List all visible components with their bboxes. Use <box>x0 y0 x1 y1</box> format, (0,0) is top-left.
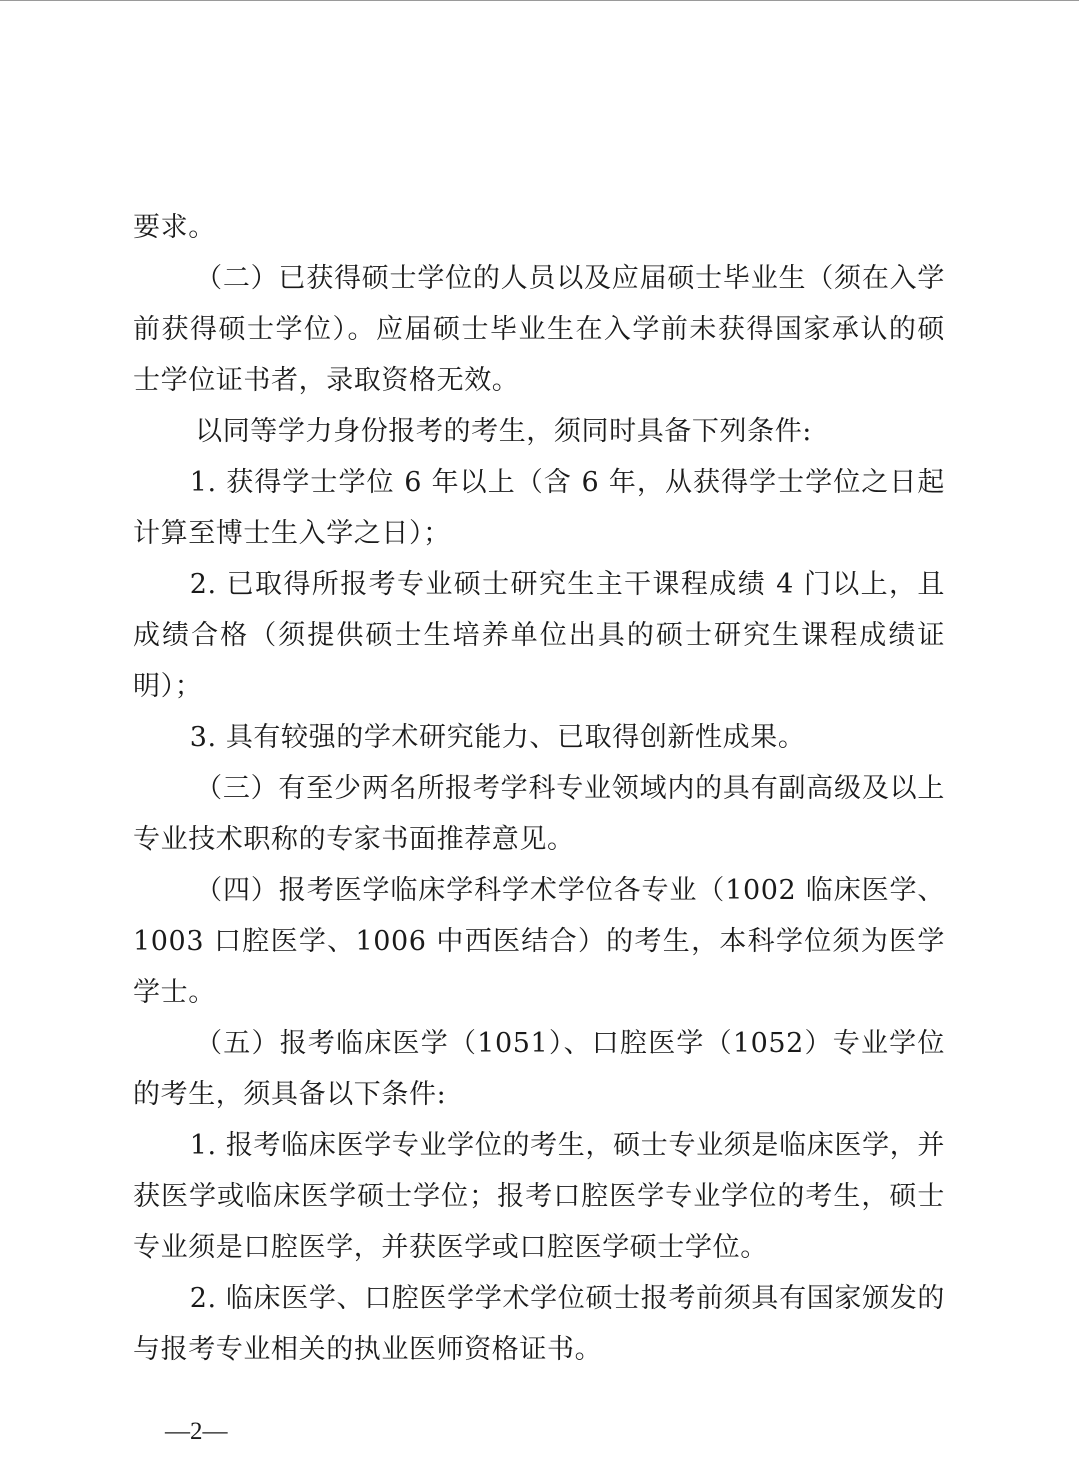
paragraph-section-two: （二）已获得硕士学位的人员以及应届硕士毕业生（须在入学前获得硕士学位）。应届硕士毕业生在入学前未获得国家承认的硕士学位证书者，录取资格无效。 <box>133 263 945 396</box>
paragraph-condition-2: 2. 已取得所报考专业硕士研究生主干课程成绩 4 门以上，且成绩合格（须提供硕士生培养单位出具的硕士研究生课程成绩证明）； <box>133 569 945 702</box>
paragraph-condition-1: 1. 获得学士学位 6 年以上（含 6 年，从获得学士学位之日起计算至博士生入学之日）； <box>133 467 945 549</box>
page-number: —2— <box>165 1418 228 1445</box>
paragraph-five-condition-2: 2. 临床医学、口腔医学学术学位硕士报考前须具有国家颁发的与报考专业相关的执业医师资格证书。 <box>133 1283 945 1365</box>
paragraph-section-four: （四）报考医学临床学科学术学位各专业（1002 临床医学、1003 口腔医学、1006 中西医结合）的考生，本科学位须为医学学士。 <box>133 875 945 1008</box>
paragraph-section-three: （三）有至少两名所报考学科专业领域内的具有副高级及以上专业技术职称的专家书面推荐意见。 <box>133 773 945 855</box>
paragraph-requirement-end: 要求。 <box>133 212 216 243</box>
top-border-line <box>0 0 1079 1</box>
document-body <box>133 202 945 1375</box>
paragraph-section-five: （五）报考临床医学（1051）、口腔医学（1052）专业学位的考生，须具备以下条件: <box>133 1028 945 1110</box>
paragraph-equivalent-intro: 以同等学力身份报考的考生，须同时具备下列条件: <box>195 416 812 447</box>
paragraph-five-condition-1: 1. 报考临床医学专业学位的考生，硕士专业须是临床医学，并获医学或临床医学硕士学位；报考口腔医学专业学位的考生，硕士专业须是口腔医学，并获医学或口腔医学硕士学位。 <box>133 1130 945 1263</box>
paragraph-condition-3: 3. 具有较强的学术研究能力、已取得创新性成果。 <box>189 722 806 753</box>
